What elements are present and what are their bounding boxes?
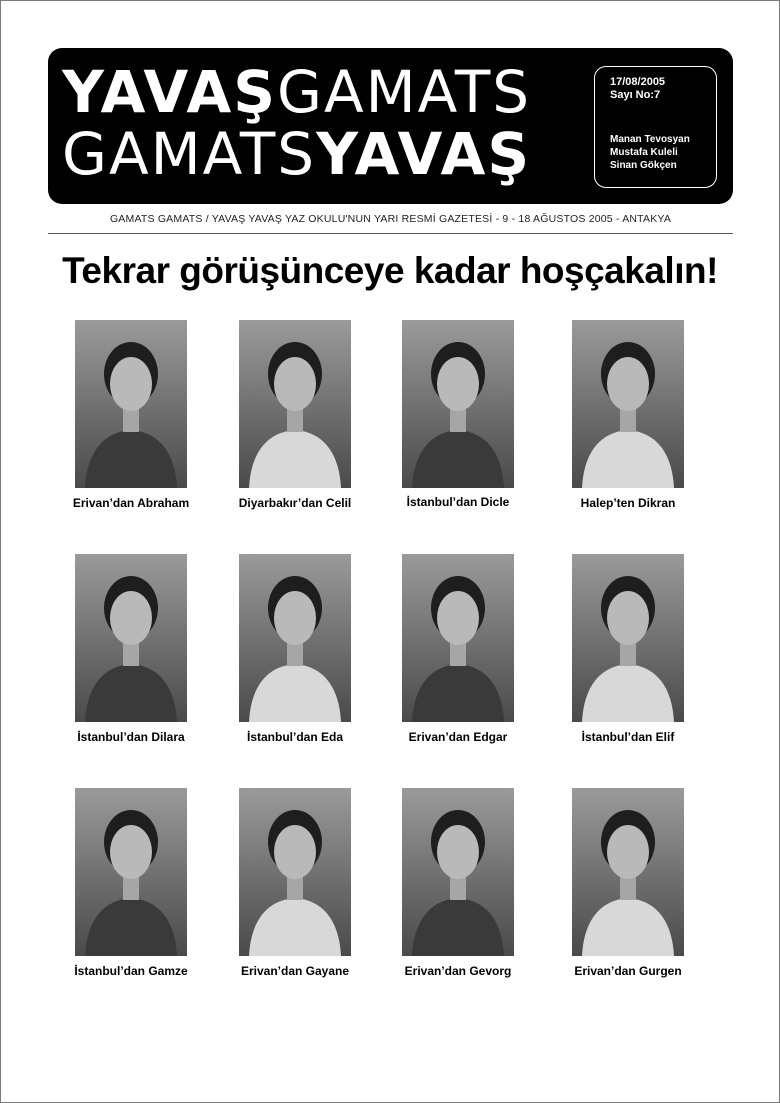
person-caption: İstanbul’dan Gamze xyxy=(74,964,188,978)
person-photo xyxy=(75,320,187,488)
person-caption: Halep’ten Dikran xyxy=(580,496,676,510)
portrait-body xyxy=(85,664,177,722)
portrait-neck xyxy=(123,876,139,900)
person-caption: İstanbul’dan Dicle xyxy=(406,495,510,509)
portrait-face xyxy=(274,591,316,645)
issue-info-box xyxy=(594,66,717,188)
portrait-silhouette xyxy=(402,554,514,722)
portrait-body xyxy=(85,430,177,488)
person-photo xyxy=(239,554,351,722)
masthead-title-line-1 xyxy=(62,58,532,126)
portrait-silhouette xyxy=(75,320,187,488)
portrait-face xyxy=(607,591,649,645)
portrait-body xyxy=(582,898,674,956)
person-photo xyxy=(572,320,684,488)
person-photo xyxy=(572,788,684,956)
portrait-neck xyxy=(287,642,303,666)
portrait-face xyxy=(274,825,316,879)
page-headline: Tekrar görüşünceye kadar hoşçakalın! xyxy=(62,250,718,291)
portrait-neck xyxy=(450,642,466,666)
portrait-silhouette xyxy=(239,320,351,488)
masthead-yavas: YAVAŞ xyxy=(62,58,278,126)
portrait-silhouette xyxy=(239,554,351,722)
editor-name: Sinan Gökçen xyxy=(610,160,677,171)
portrait-silhouette xyxy=(75,554,187,722)
person-caption: Erivan’dan Gurgen xyxy=(574,964,682,978)
masthead-gamats: GAMATS xyxy=(277,58,532,126)
masthead-subtitle: GAMATS GAMATS / YAVAŞ YAVAŞ YAZ OKULU'NUN YARI RESMİ GAZETESİ - 9 - 18 AĞUSTOS 2005 - ANTAKYA xyxy=(109,213,672,225)
portrait-face xyxy=(437,825,479,879)
person-photo xyxy=(239,788,351,956)
portrait-face xyxy=(110,825,152,879)
portrait-silhouette xyxy=(75,788,187,956)
portrait-neck xyxy=(620,408,636,432)
person-caption: İstanbul’dan Eda xyxy=(246,730,344,744)
masthead-yavas: YAVAŞ xyxy=(316,120,532,188)
person-caption: Diyarbakır’dan Celil xyxy=(238,496,352,510)
portrait-silhouette xyxy=(572,320,684,488)
portrait-silhouette xyxy=(402,320,514,488)
issue-date: 17/08/2005 xyxy=(610,76,666,88)
portrait-neck xyxy=(123,408,139,432)
person-photo xyxy=(75,788,187,956)
person-photo xyxy=(239,320,351,488)
editor-name: Manan Tevosyan xyxy=(610,134,690,145)
person-photo xyxy=(75,554,187,722)
masthead xyxy=(48,48,733,204)
portrait-neck xyxy=(620,876,636,900)
portrait-face xyxy=(437,591,479,645)
portrait-face xyxy=(437,357,479,411)
person-caption: İstanbul’dan Dilara xyxy=(77,730,185,744)
portrait-silhouette xyxy=(572,788,684,956)
portrait-face xyxy=(607,357,649,411)
person-caption: Erivan’dan Edgar xyxy=(408,730,508,744)
portrait-silhouette xyxy=(402,788,514,956)
portrait-face xyxy=(274,357,316,411)
portrait-body xyxy=(412,430,504,488)
portrait-body xyxy=(249,898,341,956)
portrait-face xyxy=(110,357,152,411)
person-caption: Erivan’dan Abraham xyxy=(72,496,190,510)
person-photo xyxy=(402,554,514,722)
masthead-gamats: GAMATS xyxy=(62,120,317,188)
portrait-body xyxy=(582,664,674,722)
person-photo xyxy=(572,554,684,722)
editor-name: Mustafa Kuleli xyxy=(610,147,678,158)
portrait-neck xyxy=(287,408,303,432)
portrait-neck xyxy=(287,876,303,900)
editors-list xyxy=(610,133,690,172)
portrait-silhouette xyxy=(572,554,684,722)
person-caption: Erivan’dan Gayane xyxy=(240,964,350,978)
portrait-body xyxy=(249,664,341,722)
header-divider xyxy=(48,233,733,234)
masthead-title-line-2 xyxy=(62,120,532,188)
portrait-silhouette xyxy=(239,788,351,956)
portrait-body xyxy=(412,898,504,956)
portrait-neck xyxy=(620,642,636,666)
person-photo xyxy=(402,788,514,956)
portrait-neck xyxy=(450,408,466,432)
portrait-body xyxy=(582,430,674,488)
person-photo xyxy=(402,320,514,488)
portrait-face xyxy=(110,591,152,645)
portrait-face xyxy=(607,825,649,879)
portrait-neck xyxy=(450,876,466,900)
portrait-body xyxy=(85,898,177,956)
person-caption: Erivan’dan Gevorg xyxy=(404,964,512,978)
person-caption: İstanbul’dan Elif xyxy=(581,730,675,744)
portrait-body xyxy=(249,430,341,488)
portrait-neck xyxy=(123,642,139,666)
issue-number: Sayı No:7 xyxy=(610,89,661,101)
portrait-body xyxy=(412,664,504,722)
